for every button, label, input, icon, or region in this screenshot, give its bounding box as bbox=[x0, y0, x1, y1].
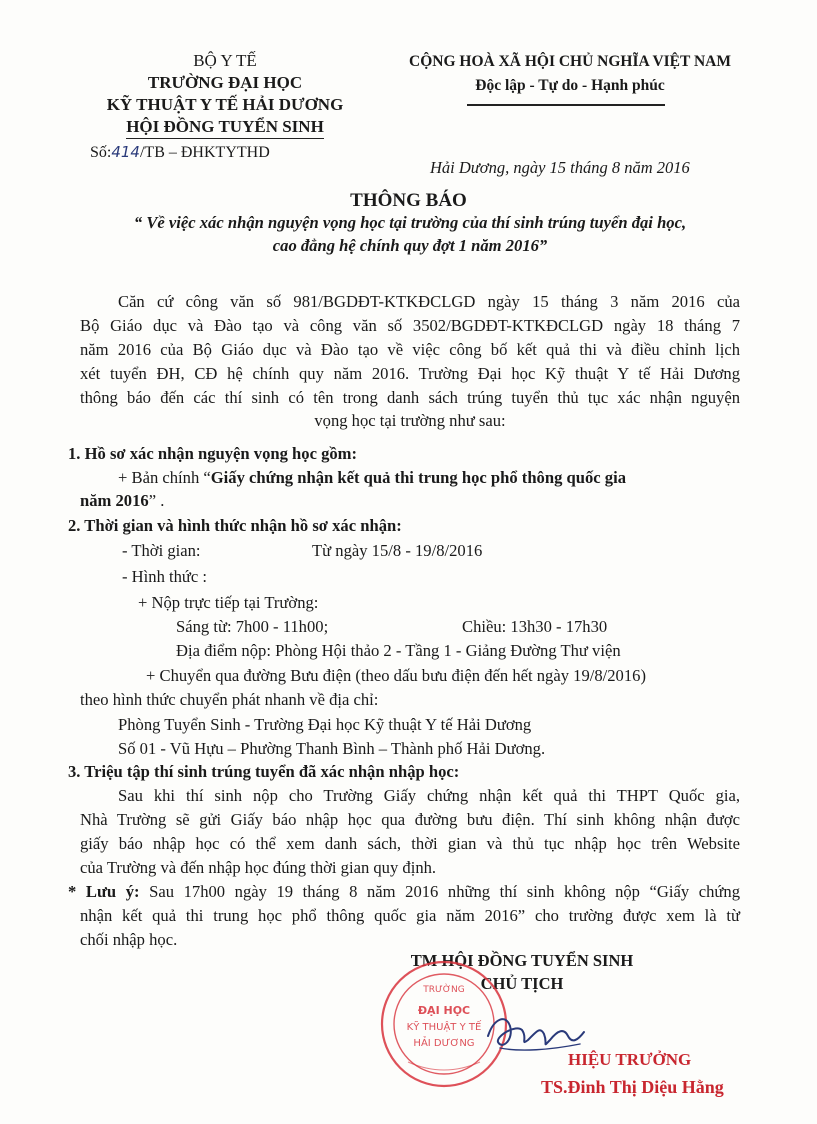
council-name: HỘI ĐỒNG TUYỂN SINH bbox=[126, 116, 324, 139]
address-line-2: Số 01 - Vũ Hựu – Phường Thanh Bình – Thành phố Hải Dương. bbox=[118, 739, 546, 758]
doc-number-handwritten: 414 bbox=[111, 143, 140, 161]
intro-line-5: thông báo đến các thí sinh có tên trong danh sách trúng tuyển thủ tục xác nhận nguyện bbox=[80, 388, 740, 407]
intro-line-2: Bộ Giáo dục và Đào tạo và công văn số 3502/BGDĐT-KTKĐCLGD ngày 18 tháng 7 bbox=[80, 316, 740, 335]
section3-line-2: Nhà Trường sẽ gửi Giấy báo nhập học qua đường bưu điện. Thí sinh không nhận được bbox=[80, 810, 740, 829]
section1-item bbox=[118, 467, 740, 489]
school-name-line1: TRƯỜNG ĐẠI HỌC bbox=[147, 73, 303, 92]
note-line-1 bbox=[68, 881, 740, 903]
section1-item-bold: Giấy chứng nhận kết quả thi trung học phổ thông quốc gia bbox=[210, 468, 626, 487]
post-line-2: theo hình thức chuyển phát nhanh về địa chỉ: bbox=[80, 690, 379, 709]
time-label: - Thời gian: bbox=[122, 541, 201, 560]
seal-text-3: HẢI DƯƠNG bbox=[413, 1038, 475, 1049]
section1-item-cont bbox=[80, 490, 740, 512]
nation-name: CỘNG HOÀ XÃ HỘI CHỦ NGHĨA VIỆT NAM bbox=[409, 53, 731, 70]
notice-title: THÔNG BÁO bbox=[350, 190, 467, 211]
section3-line-4: của Trường và đến nhập học đúng thời gian quy định. bbox=[80, 858, 437, 877]
issuer-block bbox=[60, 50, 390, 164]
issue-date: Hải Dương, ngày 15 tháng 8 năm 2016 bbox=[430, 158, 690, 177]
time-value: Từ ngày 15/8 - 19/8/2016 bbox=[312, 541, 483, 560]
address-line-1: Phòng Tuyển Sinh - Trường Đại học Kỹ thuật Y tế Hải Dương bbox=[118, 715, 532, 734]
signature-title-1: TM HỘI ĐỒNG TUYỂN SINH bbox=[410, 951, 634, 970]
section1-item-bold2: năm 2016 bbox=[80, 491, 149, 510]
intro-line-4: xét tuyển ĐH, CĐ hệ chính quy năm 2016. Trường Đại học Kỹ thuật Y tế Hải Dương bbox=[80, 364, 740, 383]
note-label: * Lưu ý: bbox=[68, 882, 140, 901]
section3-line-3: giấy báo nhập học có thể xem danh sách, thời gian và thủ tục nhập học trên Website bbox=[80, 834, 740, 853]
seal-text-2: KỸ THUẬT Y TẾ bbox=[406, 1022, 482, 1033]
form-label: - Hình thức : bbox=[122, 567, 208, 586]
section3-line-1: Sau khi thí sinh nộp cho Trường Giấy chứng nhận kết quả thi THPT Quốc gia, bbox=[118, 786, 740, 805]
intro-line-6: vọng học tại trường như sau: bbox=[314, 411, 506, 430]
motto-underline bbox=[467, 104, 665, 106]
note-line-2: nhận kết quả thi trung học phổ thông quốc gia năm 2016” cho trường được xem là từ bbox=[80, 906, 740, 925]
section1-item-prefix: + Bản chính “ bbox=[118, 468, 211, 487]
post-line-1: + Chuyển qua đường Bưu điện (theo dấu bưu điện đến hết ngày 19/8/2016) bbox=[146, 666, 646, 685]
note-line-3: chối nhập học. bbox=[80, 930, 178, 949]
seal-text-top: TRƯỜNG bbox=[423, 985, 465, 995]
nation-block bbox=[395, 50, 745, 98]
national-motto: Độc lập - Tự do - Hạnh phúc bbox=[475, 77, 665, 94]
morning-hours: Sáng từ: 7h00 - 11h00; bbox=[176, 617, 329, 636]
note-text-1: Sau 17h00 ngày 19 tháng 8 năm 2016 những thí sinh không nộp “Giấy chứng bbox=[139, 882, 741, 901]
afternoon-hours: Chiều: 13h30 - 17h30 bbox=[462, 617, 608, 636]
ministry-name: BỘ Y TẾ bbox=[193, 51, 257, 70]
signature-title-2: CHỦ TỊCH bbox=[480, 974, 564, 993]
doc-number-prefix: Số: bbox=[90, 144, 112, 161]
intro-line-3: năm 2016 của Bộ Giáo dục và Đào tạo về việc công bố kết quả thi và điều chỉnh lịch bbox=[80, 340, 740, 359]
seal-text-1: ĐẠI HỌC bbox=[417, 1004, 471, 1017]
document-number bbox=[60, 141, 390, 164]
section2-heading: 2. Thời gian và hình thức nhận hồ sơ xác nhận: bbox=[68, 516, 402, 535]
signer-name: TS.Đinh Thị Diệu Hằng bbox=[541, 1077, 724, 1097]
submit-place: Địa điểm nộp: Phòng Hội thảo 2 - Tầng 1 - Giảng Đường Thư viện bbox=[176, 641, 621, 660]
direct-submit: + Nộp trực tiếp tại Trường: bbox=[138, 593, 319, 612]
section1-item-end: ” . bbox=[148, 491, 165, 510]
school-name-line2: KỸ THUẬT Y TẾ HẢI DƯƠNG bbox=[106, 95, 344, 114]
doc-number-suffix: /TB – ĐHKTYTHD bbox=[139, 144, 270, 161]
section3-heading: 3. Triệu tập thí sinh trúng tuyển đã xác nhận nhập học: bbox=[68, 762, 460, 781]
section1-heading: 1. Hồ sơ xác nhận nguyện vọng học gồm: bbox=[68, 444, 358, 463]
signer-role: HIỆU TRƯỞNG bbox=[568, 1050, 692, 1069]
notice-subtitle-line1: “ Về việc xác nhận nguyện vọng học tại trường của thí sinh trúng tuyển đại học, bbox=[133, 213, 687, 232]
intro-line-1: Căn cứ công văn số 981/BGDĐT-KTKĐCLGD ngày 15 tháng 3 năm 2016 của bbox=[118, 292, 740, 311]
notice-subtitle-line2: cao đẳng hệ chính quy đợt 1 năm 2016” bbox=[272, 236, 548, 255]
